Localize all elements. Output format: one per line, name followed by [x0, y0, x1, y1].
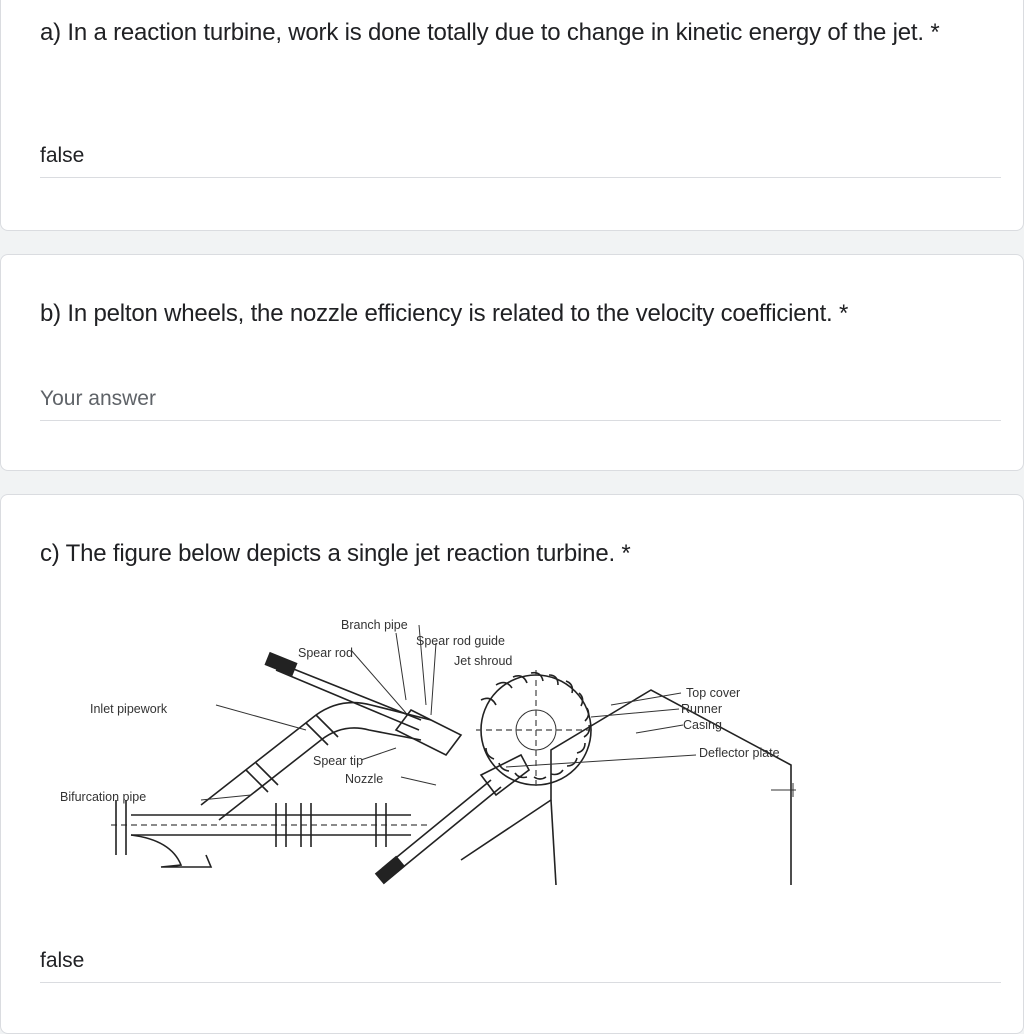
answer-a-value: false	[40, 144, 85, 167]
turbine-diagram	[51, 605, 851, 905]
question-a-text: a) In a reaction turbine, work is done totally due to change in kinetic energy of the jet.	[40, 19, 924, 46]
answer-input-a[interactable]	[40, 141, 1001, 178]
lower-nozzle	[375, 755, 529, 884]
question-b-title	[40, 295, 983, 333]
answer-c-value: false	[40, 949, 85, 972]
question-a-title	[40, 14, 983, 52]
label-jet-shroud: Jet shroud	[454, 654, 513, 668]
label-runner: Runner	[681, 702, 722, 716]
question-c-title	[40, 535, 983, 573]
question-card-b	[0, 254, 1024, 471]
casing-block	[461, 690, 796, 885]
horizontal-pipe	[111, 800, 431, 867]
question-card-c	[0, 494, 1024, 1034]
required-marker: *	[621, 540, 631, 567]
label-spear-tip: Spear tip	[313, 754, 364, 768]
runner-wheel	[476, 670, 596, 790]
label-casing: Casing	[683, 718, 722, 732]
leader-lines	[201, 625, 696, 800]
question-b-text: b) In pelton wheels, the nozzle efficiency is related to the velocity coefficient.	[40, 300, 833, 327]
answer-b-placeholder: Your answer	[40, 387, 156, 410]
question-c-text: c) The figure below depicts a single jet reaction turbine.	[40, 540, 615, 567]
question-card-a	[0, 0, 1024, 231]
label-spear-rod: Spear rod	[298, 646, 353, 660]
answer-input-b[interactable]	[40, 384, 1001, 421]
label-nozzle: Nozzle	[345, 772, 384, 786]
required-marker: *	[838, 300, 849, 327]
label-branch-pipe: Branch pipe	[341, 618, 408, 632]
label-top-cover: Top cover	[686, 686, 741, 700]
required-marker: *	[930, 19, 940, 46]
label-inlet-pipework: Inlet pipework	[90, 702, 168, 716]
answer-input-c[interactable]	[40, 946, 1001, 983]
label-spear-rod-guide: Spear rod guide	[416, 634, 505, 648]
label-bifurcation-pipe: Bifurcation pipe	[60, 790, 147, 804]
label-deflector-plate: Deflector plate	[699, 746, 780, 760]
